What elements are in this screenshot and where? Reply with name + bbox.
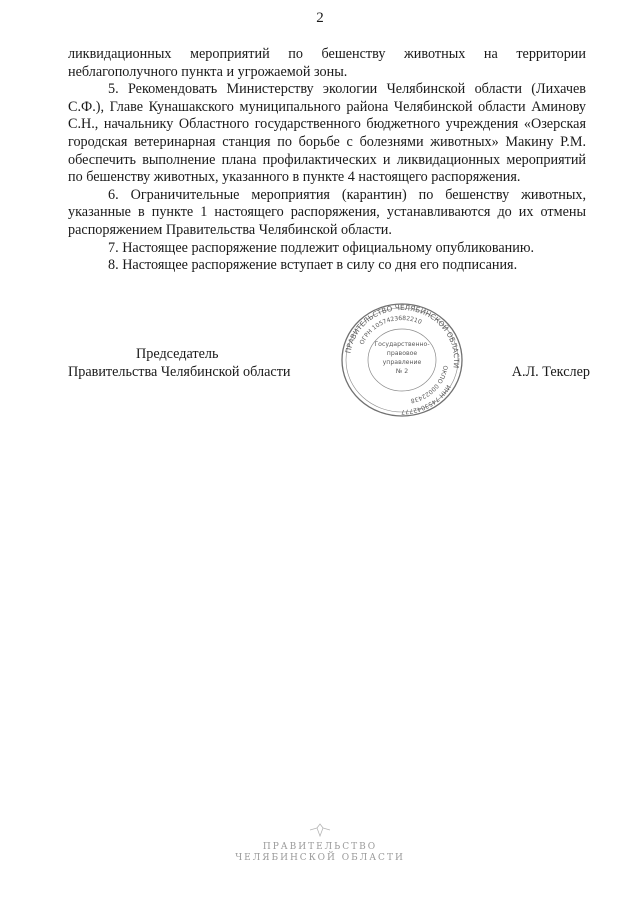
seal-center-line3: управление <box>382 359 422 366</box>
signatory-title-line2: Правительства Челябинской области <box>68 363 291 380</box>
signatory-name: А.Л. Текслер <box>511 364 590 380</box>
footer-stamp <box>200 842 440 864</box>
seal-center-line2: правовое <box>386 350 418 357</box>
paragraph-item-5: 5. Рекомендовать Министерству экологии Челябинской области (Лихачев С.Ф.), Главе Кунашакского муниципального района Челябинской области Аминову С.Н., начальнику Областного государственного бюджетного учреждения «Озерская городская ветеринарная станция по борьбе с болезнями животных» Макину Р.М. обеспечить выполнение плана профилактических и ликвидационных мероприятий по бешенству животных, указанного в пункте 4 настоящего распоряжения. <box>68 81 586 186</box>
paragraph-item-6: 6. Ограничительные мероприятия (карантин) по бешенству животных, указанные в пункте 1 настоящего распоряжения, устанавливаются до их отмены распоряжением Правительства Челябинской области. <box>68 186 586 238</box>
paragraph-continuation: ликвидационных мероприятий по бешенству животных на территории неблагополучного пункта и угрожаемой зоны. <box>68 46 586 80</box>
seal-inner-text: ОГРН 1057423682210 <box>358 314 423 346</box>
page-number: 2 <box>316 10 324 26</box>
seal-side-text: ОКПО 00022438 <box>409 364 449 405</box>
official-seal <box>334 302 470 418</box>
footer-stamp-line2: ЧЕЛЯБИНСКОЙ ОБЛАСТИ <box>235 853 405 863</box>
seal-outer-text: ПРАВИТЕЛЬСТВО ЧЕЛЯБИНСКОЙ ОБЛАСТИ <box>343 302 462 369</box>
footer-stamp-line1: ПРАВИТЕЛЬСТВО <box>262 842 378 852</box>
paragraph-item-8: 8. Настоящее распоряжение вступает в силу со дня его подписания. <box>108 257 518 274</box>
signatory-title <box>68 346 308 381</box>
paragraph-item-7: 7. Настоящее распоряжение подлежит официальному опубликованию. <box>108 239 535 256</box>
seal-bottom-text: ИНН 7453042777 <box>401 383 452 416</box>
seal-graphic <box>334 302 470 418</box>
seal-center-line4: № 2 <box>395 368 409 375</box>
emblem-mark-icon <box>300 822 340 838</box>
document-body <box>68 46 586 275</box>
seal-center-line1: Государственно- <box>374 341 430 348</box>
signatory-title-line1: Председатель <box>136 346 219 362</box>
